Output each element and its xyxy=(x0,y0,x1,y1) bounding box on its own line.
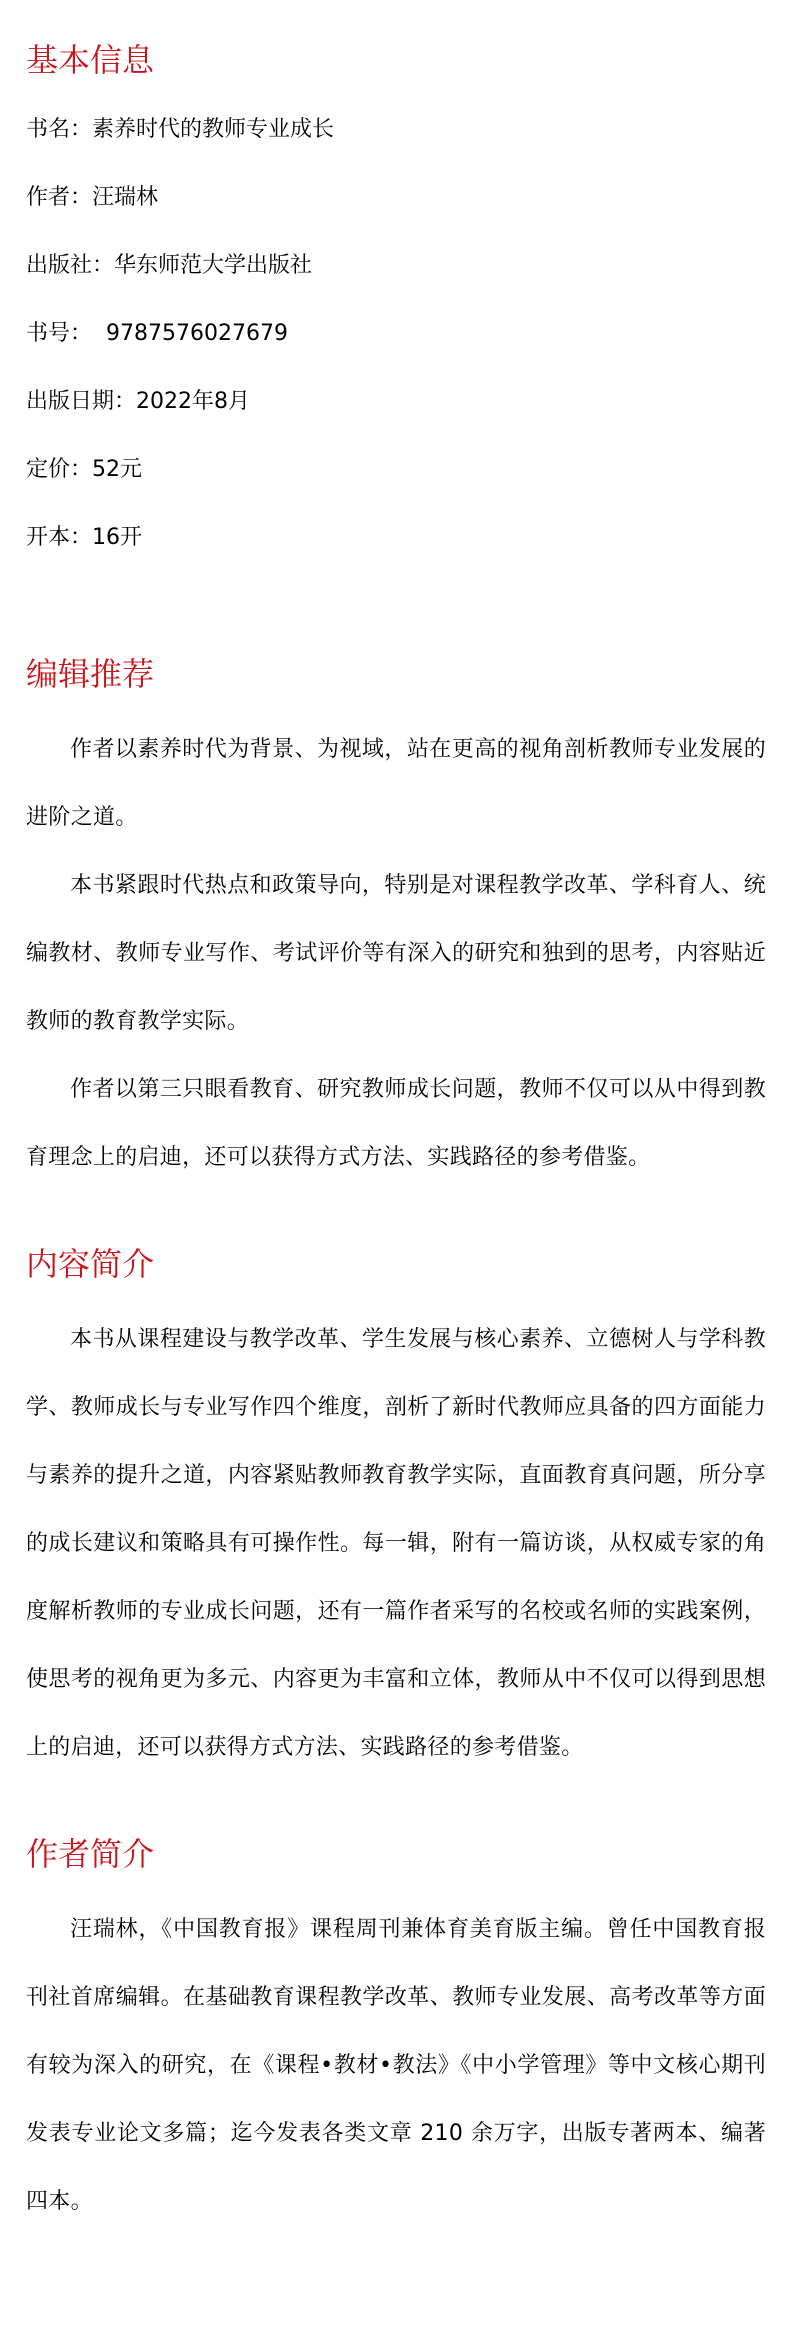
editor-recommendation-title: 编辑推荐 xyxy=(26,655,155,693)
basic-info-list xyxy=(26,96,766,572)
info-author: 作者：汪瑞林 xyxy=(26,185,159,210)
info-price: 定价：52元 xyxy=(26,457,142,482)
editor-recommendation-section xyxy=(26,652,766,1192)
content-summary-title: 内容简介 xyxy=(26,1245,155,1283)
editor-paragraph: 本书紧跟时代热点和政策导向，特别是对课程教学改革、学科育人、统编教材、教师专业写作、考试评价等有深入的研究和独到的思考，内容贴近教师的教育教学实际。 xyxy=(26,873,766,1034)
editor-recommendation-body xyxy=(26,716,766,1192)
info-format: 开本：16开 xyxy=(26,525,142,550)
basic-info-title: 基本信息 xyxy=(26,41,155,79)
author-intro-title: 作者简介 xyxy=(26,1835,155,1873)
editor-paragraph: 作者以第三只眼看教育、研究教师成长问题，教师不仅可以从中得到教育理念上的启迪，还可以获得方式方法、实践路径的参考借鉴。 xyxy=(26,1077,766,1170)
content-summary-section xyxy=(26,1242,766,1782)
author-intro-section xyxy=(26,1832,766,2236)
basic-info-section xyxy=(26,38,766,610)
info-isbn: 书号： 9787576027679 xyxy=(26,321,288,346)
info-book-name: 书名：素养时代的教师专业成长 xyxy=(26,117,335,142)
author-paragraph: 汪瑞林，《中国教育报》课程周刊兼体育美育版主编。曾任中国教育报刊社首席编辑。在基础教育课程教学改革、教师专业发展、高考改革等方面有较为深入的研究，在《课程•教材•教法》《中小学管理》等中文核心期刊发表专业论文多篇；迄今发表各类文章 210 余万字，出版专著两本、编著四本。 xyxy=(26,1917,766,2214)
author-intro-body xyxy=(26,1896,766,2236)
info-publisher: 出版社：华东师范大学出版社 xyxy=(26,253,313,278)
editor-paragraph: 作者以素养时代为背景、为视域，站在更高的视角剖析教师专业发展的进阶之道。 xyxy=(26,737,766,830)
info-publish-date: 出版日期：2022年8月 xyxy=(26,389,250,414)
summary-paragraph: 本书从课程建设与教学改革、学生发展与核心素养、立德树人与学科教学、教师成长与专业写作四个维度，剖析了新时代教师应具备的四方面能力与素养的提升之道，内容紧贴教师教育教学实际，直面教育真问题，所分享的成长建议和策略具有可操作性。每一辑，附有一篇访谈，从权威专家的角度解析教师的专业成长问题，还有一篇作者采写的名校或名师的实践案例，使思考的视角更为多元、内容更为丰富和立体，教师从中不仅可以得到思想上的启迪，还可以获得方式方法、实践路径的参考借鉴。 xyxy=(26,1327,766,1760)
content-summary-body xyxy=(26,1306,766,1782)
